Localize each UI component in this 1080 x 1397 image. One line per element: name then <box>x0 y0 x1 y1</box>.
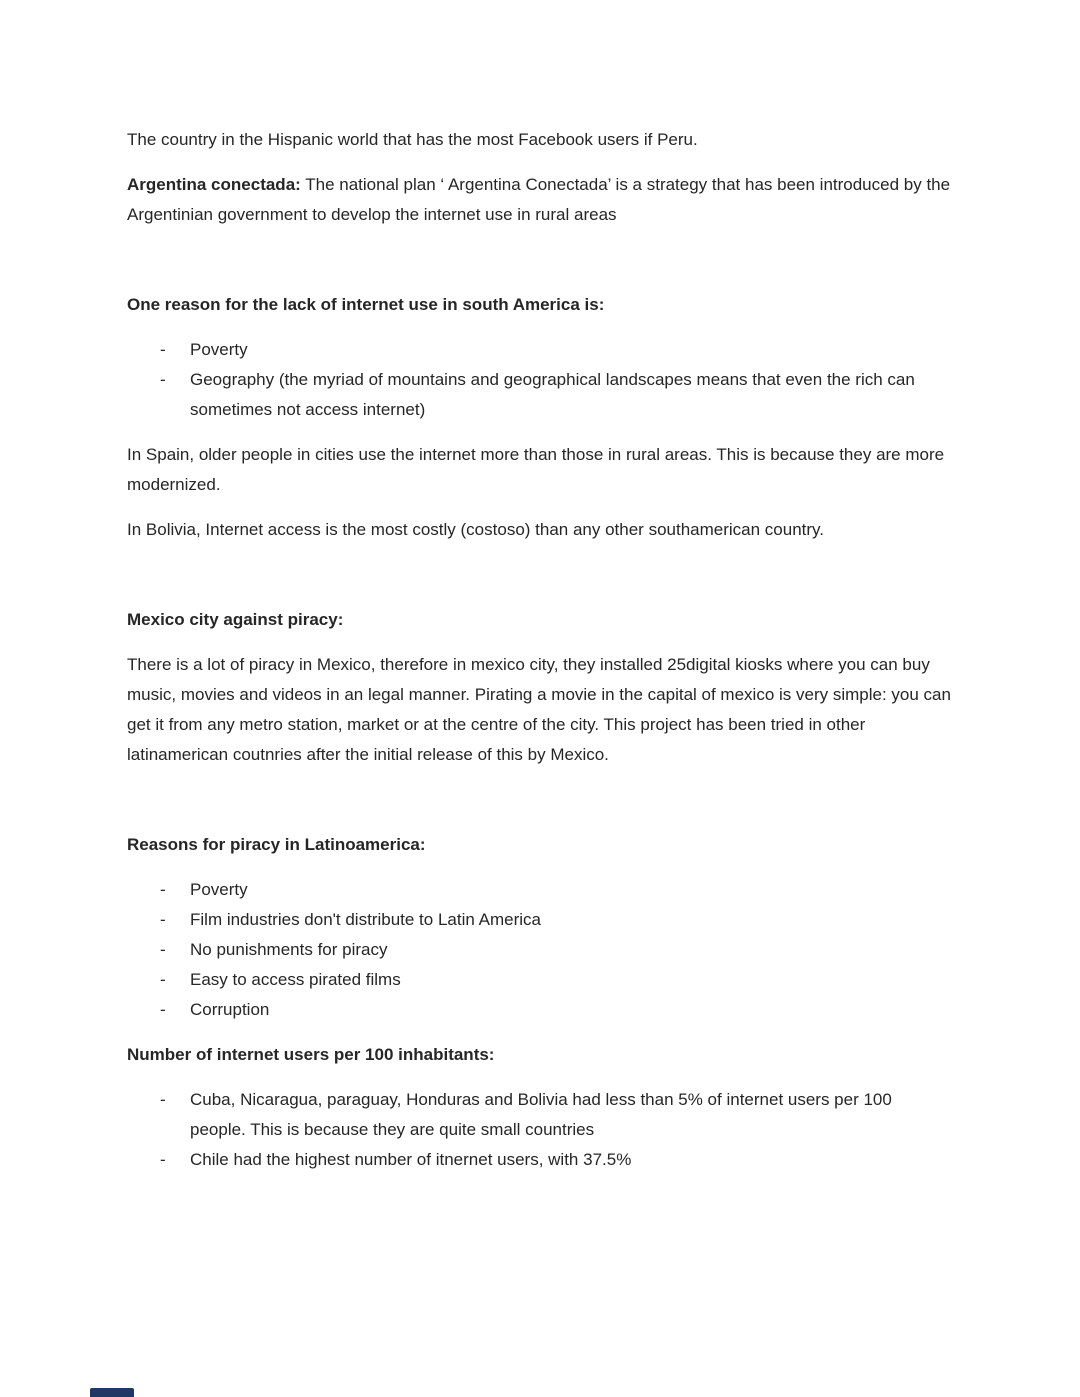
list-item <box>127 1085 951 1145</box>
argentina-conectada-text: The national plan ‘ Argentina Conectada’ is a strategy that has been introduced by the Argentinian government to develop the internet use in rural areas <box>127 175 951 224</box>
bullet-dash: - <box>160 1150 166 1169</box>
heading-internet-users: Number of internet users per 100 inhabitants: <box>127 1045 495 1064</box>
list-item <box>127 1145 951 1175</box>
document-body <box>127 0 951 1190</box>
bullet-dash: - <box>160 910 166 929</box>
bullet-dash: - <box>160 340 166 359</box>
argentina-conectada-label: Argentina conectada: <box>127 175 301 194</box>
paragraph-bolivia: In Bolivia, Internet access is the most costly (costoso) than any other southamerican country. <box>127 520 825 539</box>
list-item-text: No punishments for piracy <box>190 940 388 959</box>
paragraph-facebook-users: The country in the Hispanic world that has the most Facebook users if Peru. <box>127 130 698 149</box>
list-lack-of-internet-reasons <box>127 335 951 425</box>
list-item-text: Cuba, Nicaragua, paraguay, Honduras and Bolivia had less than 5% of internet users per 100 people. This is because they are quite small countries <box>190 1090 892 1139</box>
list-item-text: Chile had the highest number of itnernet users, with 37.5% <box>190 1150 632 1169</box>
paragraph-spain: In Spain, older people in cities use the internet more than those in rural areas. This is because they are more modernized. <box>127 445 945 494</box>
bullet-dash: - <box>160 970 166 989</box>
bullet-dash: - <box>160 940 166 959</box>
list-item-text: Corruption <box>190 1000 270 1019</box>
heading-piracy-reasons: Reasons for piracy in Latinoamerica: <box>127 835 426 854</box>
list-piracy-reasons <box>127 875 951 1025</box>
list-item-text: Poverty <box>190 340 248 359</box>
paragraph-argentina-conectada <box>127 170 951 230</box>
list-item-text: Geography (the myriad of mountains and geographical landscapes means that even the rich can sometimes not access internet) <box>190 370 915 419</box>
list-item <box>127 875 951 905</box>
list-internet-users <box>127 1085 951 1175</box>
list-item <box>127 365 951 425</box>
bullet-dash: - <box>160 1000 166 1019</box>
heading-mexico-piracy: Mexico city against piracy: <box>127 610 344 629</box>
list-item <box>127 995 951 1025</box>
list-item-text: Poverty <box>190 880 248 899</box>
bullet-dash: - <box>160 370 166 389</box>
list-item <box>127 965 951 995</box>
paragraph-mexico-kiosks: There is a lot of piracy in Mexico, therefore in mexico city, they installed 25digital kiosks where you can buy music, movies and videos in an legal manner. Pirating a movie in the capital of mexico is very simple: you can get it from any metro station, market or at the centre of the city. This project has been tried in other latinamerican coutnries after the initial release of this by Mexico. <box>127 655 951 764</box>
list-item-text: Film industries don't distribute to Latin America <box>190 910 541 929</box>
list-item <box>127 935 951 965</box>
bullet-dash: - <box>160 1090 166 1109</box>
list-item-text: Easy to access pirated films <box>190 970 401 989</box>
heading-lack-of-internet: One reason for the lack of internet use in south America is: <box>127 295 605 314</box>
list-item <box>127 335 951 365</box>
list-item <box>127 905 951 935</box>
bullet-dash: - <box>160 880 166 899</box>
page-bottom-artifact <box>90 1388 134 1397</box>
